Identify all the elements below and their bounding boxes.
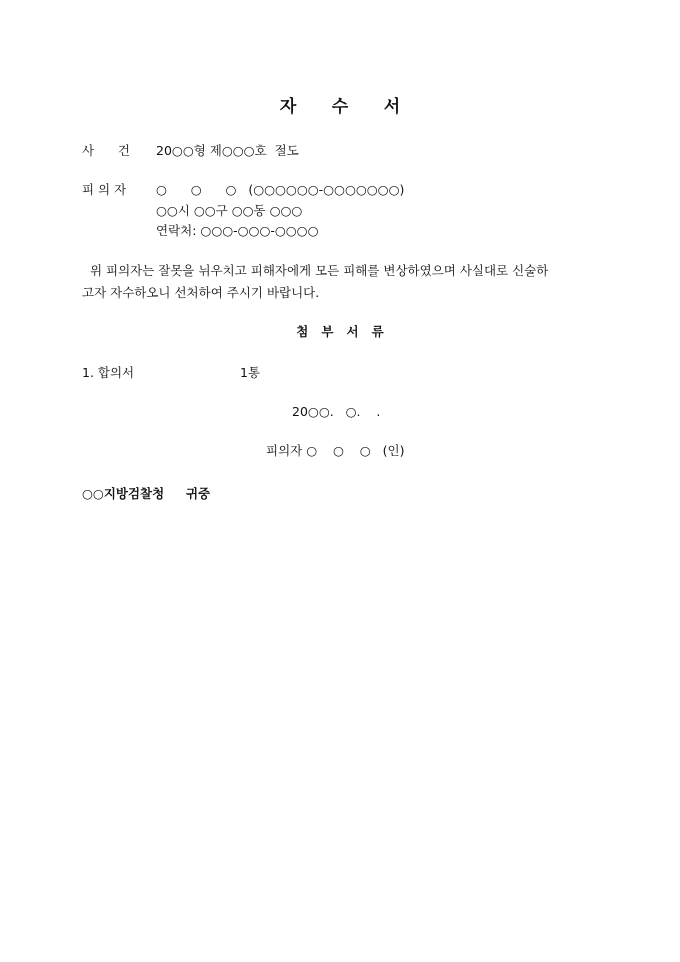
case-label: 사 건 bbox=[82, 143, 130, 158]
signature-line: 피의자 ○ ○ ○ (인) bbox=[266, 443, 405, 458]
body-text-line-2: 고자 자수하오니 선처하여 주시기 바랍니다. bbox=[82, 285, 320, 300]
recipient: ○○지방검찰청 귀중 bbox=[82, 486, 211, 501]
suspect-label: 피 의 자 bbox=[82, 182, 127, 197]
body-text-line-1: 위 피의자는 잘못을 뉘우치고 피해자에게 모든 피해를 변상하였으며 사실대로 신술하 bbox=[82, 263, 549, 278]
document-date: 20○○. ○. . bbox=[292, 404, 381, 419]
attachments-heading: 첨 부 서 류 bbox=[296, 324, 384, 339]
document-title: 자 수 서 bbox=[279, 97, 401, 117]
suspect-name-line: ○ ○ ○ (○○○○○○-○○○○○○○) bbox=[156, 182, 405, 197]
suspect-address: ○○시 ○○구 ○○동 ○○○ bbox=[156, 203, 303, 218]
attachment-item: 1. 합의서 bbox=[82, 365, 135, 380]
attachment-count: 1통 bbox=[240, 365, 261, 380]
suspect-contact: 연락처: ○○○-○○○-○○○○ bbox=[156, 223, 319, 238]
case-value: 20○○형 제○○○호 절도 bbox=[156, 143, 299, 158]
